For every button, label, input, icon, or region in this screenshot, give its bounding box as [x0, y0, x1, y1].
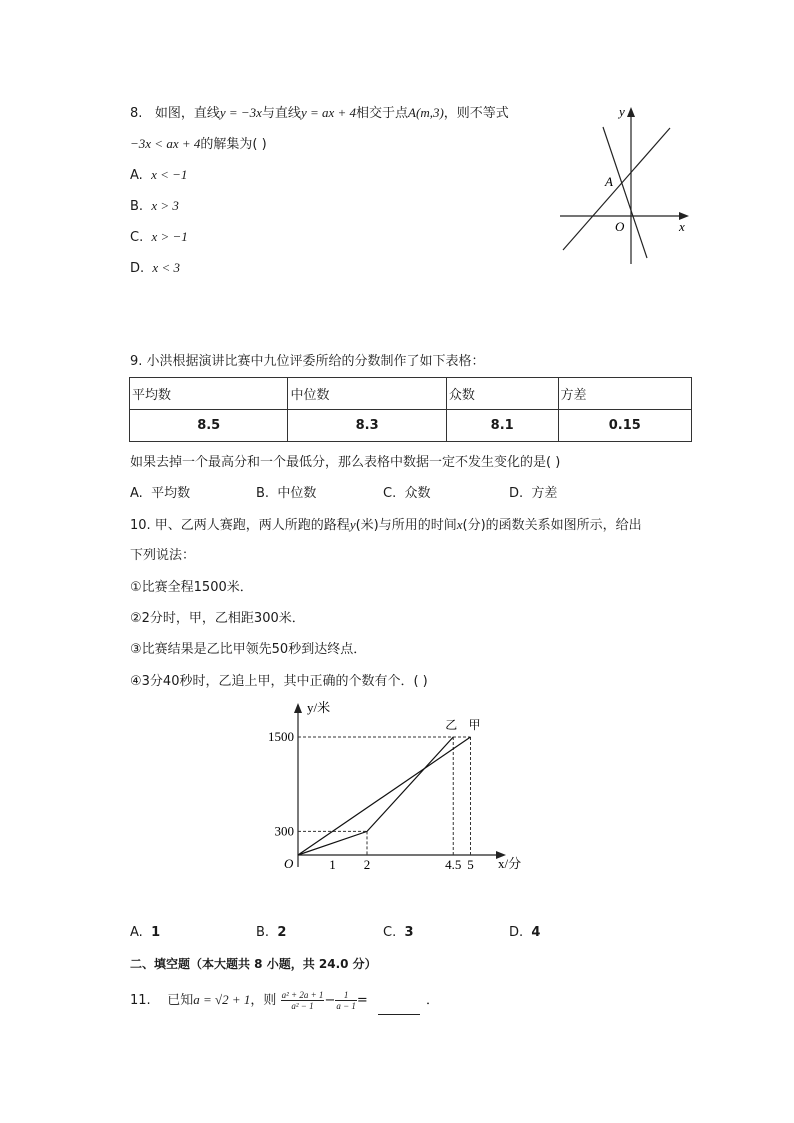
chart-x-axis-label: x/分	[498, 856, 522, 871]
value-median: 8.3	[288, 410, 446, 442]
x-tick-label-2: 2	[363, 857, 371, 872]
q8-option-b[interactable]: B. x > 3	[130, 198, 179, 214]
q8-origin-label: O	[615, 219, 625, 234]
value-mode: 8.1	[446, 410, 558, 442]
q8-figure	[555, 100, 695, 270]
q10-option-b[interactable]: B. 2	[256, 925, 287, 940]
q8-line-y-neg3x	[603, 127, 647, 258]
q10-statement-3: ③比赛结果是乙比甲领先50秒到达终点．	[130, 642, 367, 657]
q9-option-a[interactable]: A. 平均数	[130, 486, 191, 501]
series-line-jia	[298, 737, 471, 855]
q9-option-d[interactable]: D. 方差	[509, 486, 558, 501]
q8-option-d[interactable]: D. x < 3	[130, 260, 180, 276]
q10-statement-4: ④3分40秒时，乙追上甲，其中正确的个数有个．( )	[130, 674, 428, 689]
q11-fraction-1: $\frac{\text{a² + 2a + 1}}{\text{a² − 1}}$	[281, 990, 324, 1011]
y-tick-label-1500: 1500	[268, 729, 294, 744]
x-tick-label-4-5: 4.5	[445, 857, 462, 872]
q10-option-a[interactable]: A. 1	[130, 925, 161, 940]
chart-y-axis-label: y/米	[307, 700, 331, 715]
table-header-row	[130, 378, 692, 410]
q11-answer-blank[interactable]	[378, 1002, 420, 1015]
y-tick-label-300: 300	[274, 823, 294, 839]
q8-option-a[interactable]: A. x < −1	[130, 167, 188, 183]
section-2-title: 二、填空题（本大题共 8 小题，共 24.0 分）	[130, 957, 377, 971]
q10-option-c[interactable]: C. 3	[383, 925, 414, 940]
q9-stem: 9. 小洪根据演讲比赛中九位评委所给的分数制作了如下表格：	[130, 354, 485, 369]
header-median: 中位数	[288, 378, 446, 410]
q8-stem-line1: 8. 如图，直线y = −3x与直线y = ax + 4相交于点A(m,3)，则不等式	[130, 105, 509, 121]
table-value-row	[130, 410, 692, 442]
series-label-jia: 甲	[468, 718, 481, 732]
q8-point-label: A	[605, 174, 613, 189]
q10-stem-line2: 下列说法：	[130, 548, 196, 563]
value-variance: 0.15	[558, 410, 691, 442]
q10-statement-2: ②2分时，甲，乙相距300米．	[130, 611, 305, 626]
x-tick-label-1: 1	[329, 857, 336, 872]
header-variance: 方差	[558, 378, 691, 410]
value-mean: 8.5	[130, 410, 288, 442]
q11-fraction-2: $\frac{1}{a - 1}$	[336, 990, 356, 1011]
q8-number: 8.	[130, 106, 143, 121]
x-tick-label-5: 5	[467, 857, 474, 872]
q11-line: 11. 已知a = √2 + 1，则 $\frac{\text{a² + 2a + 1}}{\text{a² − 1}}$ − $\frac{1}{a - 1}$ = ．	[130, 986, 439, 1015]
q10-option-d[interactable]: D. 4	[509, 925, 541, 940]
chart-origin-label: O	[284, 856, 294, 871]
header-mean: 平均数	[130, 378, 288, 410]
q9-option-c[interactable]: C. 众数	[383, 486, 431, 501]
q8-option-c[interactable]: C. x > −1	[130, 229, 188, 245]
q10-chart	[260, 695, 540, 885]
q8-y-label: y	[619, 104, 625, 119]
series-line-yi	[298, 737, 453, 855]
q9-option-b[interactable]: B. 中位数	[256, 486, 317, 501]
series-label-yi: 乙	[445, 718, 458, 732]
q11-number: 11.	[130, 993, 151, 1008]
q9-question: 如果去掉一个最高分和一个最低分，那么表格中数据一定不发生变化的是( )	[130, 455, 561, 470]
q10-stem-line1: 10. 甲、乙两人赛跑，两人所跑的路程y(米)与所用的时间x(分)的函数关系如图所示，给出	[130, 517, 642, 533]
chart-y-arrow	[294, 703, 302, 713]
q8-x-label: x	[679, 219, 685, 234]
header-mode: 众数	[446, 378, 558, 410]
q9-score-table	[129, 377, 692, 442]
q8-stem-line2: −3x < ax + 4的解集为( )	[130, 136, 267, 152]
q10-statement-1: ①比赛全程1500米．	[130, 580, 253, 595]
q8-y-arrow	[627, 107, 635, 117]
